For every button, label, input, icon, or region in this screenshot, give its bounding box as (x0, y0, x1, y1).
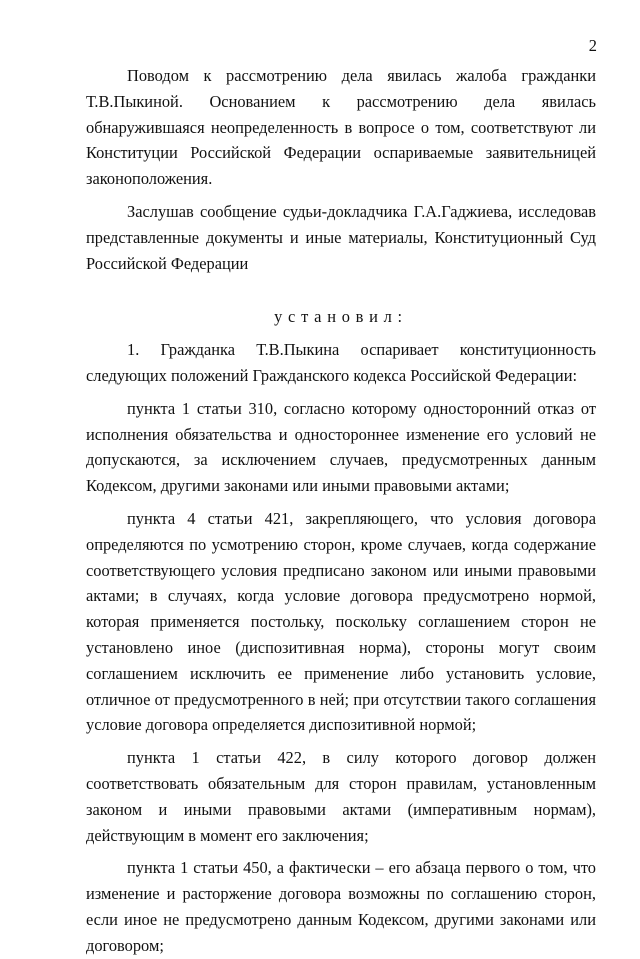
section-spacer (86, 276, 596, 304)
paragraph-article-421: пункта 4 статьи 421, закрепляющего, что условия договора определяются по усмотрению сторон, кроме случаев, когда содержание соответствующего условия предписано законом или иными правовыми актами; в случаях, когда условие договора предусмотрено нормой, которая применяется постольку, поскольку соглашением сторон не установлено иное (диспозитивная норма), стороны могут своим соглашением исключить ее применение либо установить условие, отличное от предусмотренного в ней; при отсутствии такого соглашения условие договора определяется диспозитивной нормой; (86, 508, 596, 735)
page-number: 2 (588, 36, 597, 55)
paragraph-hearing: Заслушав сообщение судьи-докладчика Г.А.Гаджиева, исследовав представленные документы и иные материалы, Конституционный Суд Российской Федерации (86, 201, 596, 273)
paragraph-article-450: пункта 1 статьи 450, а фактически – его абзаца первого о том, что изменение и расторжение договора возможны по соглашению сторон, если иное не предусмотрено данным Кодексом, другими законами или договором; (86, 858, 596, 955)
paragraph-article-422: пункта 1 статьи 422, в силу которого договор должен соответствовать обязательным для сторон правилам, установленным законом и иными правовыми актами (императивным нормам), действующим в момент его заключения; (86, 748, 596, 845)
paragraph-grounds: Поводом к рассмотрению дела явилась жалоба гражданки Т.В.Пыкиной. Основанием к рассмотрению дела явилась обнаружившаяся неопределенность в вопросе о том, соответствуют ли Конституции Российской Федерации оспариваемые заявительницей законоположения. (86, 66, 596, 189)
section-heading: установил: (274, 307, 408, 327)
paragraph-complaint: 1. Гражданка Т.В.Пыкина оспаривает конституционность следующих положений Гражданского кодекса Российской Федерации: (86, 340, 596, 385)
paragraph-article-310: пункта 1 статьи 310, согласно которому односторонний отказ от исполнения обязательства и одностороннее изменение его условий не допускаются, за исключением случаев, предусмотренных данным Кодексом, другими законами или иными правовыми актами; (86, 398, 596, 496)
document-body (86, 63, 596, 959)
